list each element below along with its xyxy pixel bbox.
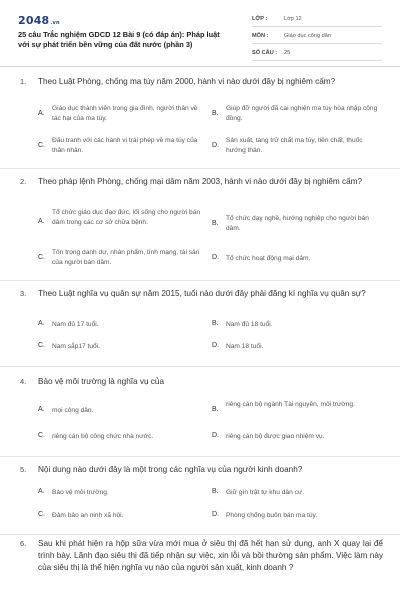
- option-text: Tổ chức hoạt động mại dâm.: [226, 255, 311, 262]
- question-number: 5.: [20, 465, 27, 474]
- option-letter: A.: [38, 488, 45, 495]
- logo-text: 2048: [18, 14, 50, 27]
- option-letter: D.: [212, 342, 219, 349]
- meta-subject-value: Giáo dục công dân: [284, 33, 331, 39]
- question-text: Theo Luật nghĩa vụ quân sự năm 2015, tuổi nào dưới đây phải đăng kí nghĩa vụ quân sự?: [38, 289, 366, 298]
- question-divider: [0, 456, 400, 457]
- option-text: Nam đủ 17 tuổi.: [52, 321, 99, 328]
- option-text: Nam 18 tuổi.: [226, 343, 264, 350]
- option-text: Giúp đỡ người đã cai nghiện ma túy hòa nhập cộng đồng.: [226, 105, 378, 122]
- meta-count-row: [252, 46, 382, 61]
- question-text: Theo pháp lệnh Phòng, chống mại dâm năm 2003, hành vi nào dưới đây bị nghiêm cấm?: [38, 177, 363, 186]
- option-letter: C.: [38, 432, 45, 439]
- option-text: Tổ chức giáo dục đạo đức, lối sống cho người bán dâm trong các cơ sở chữa bệnh.: [52, 209, 201, 226]
- option-letter: D.: [212, 142, 219, 149]
- question-text: Sau khi phát hiện ra hộp sữa vừa mới mua ở siêu thị đã hết hạn sử dụng, anh X quay lại để trình bày. Lãnh đạo siêu thị đã tiếp nhận sự việc, xin lỗi và bồi thường sản phẩm. Việc làm này của siêu thị là thể hiện nghĩa vụ nào của người sản xuất, kinh doanh ?: [38, 539, 383, 572]
- meta-class-row: [252, 12, 382, 27]
- question-number: 4.: [20, 377, 27, 386]
- option-text: Nam đủ 18 tuổi.: [226, 321, 273, 328]
- option-text: Giữ gìn trật tự khu dân cư.: [226, 489, 305, 496]
- logo-suffix: .vn: [50, 20, 60, 26]
- option-text: Đấu tranh với các hành vi trái phép về ma túy của thân nhân.: [52, 137, 198, 154]
- option-letter: D.: [212, 511, 219, 518]
- question-divider: [0, 366, 400, 367]
- option-text: Nam sắp17 tuổi.: [52, 343, 101, 350]
- meta-class-label: LỚP :: [252, 16, 268, 22]
- option-text: mọi công dân.: [52, 407, 94, 414]
- question-divider: [0, 280, 400, 281]
- option-letter: B.: [212, 320, 219, 327]
- site-logo[interactable]: [18, 14, 60, 27]
- option-letter: B.: [212, 110, 219, 117]
- question-text: Theo Luật Phòng, chống ma túy năm 2000, hành vi nào dưới đây bị nghiêm cấm?: [38, 77, 336, 86]
- option-text: Bảo vệ môi trường.: [52, 489, 109, 496]
- document-header: [0, 0, 400, 62]
- question-number: 2.: [20, 177, 27, 186]
- question-number: 6.: [20, 539, 27, 548]
- meta-subject-label: MÔN :: [252, 33, 269, 39]
- question-text: Nội dung nào dưới đây là một trong các nghĩa vụ của người kinh doanh?: [38, 465, 303, 474]
- option-letter: C.: [38, 511, 45, 518]
- option-letter: D.: [212, 432, 219, 439]
- document-meta: [252, 12, 382, 63]
- option-letter: A.: [38, 110, 45, 117]
- option-letter: A.: [38, 406, 45, 413]
- option-text: riêng cán bộ ngành Tài nguyên, môi trường.: [226, 401, 355, 408]
- question-divider: [0, 168, 400, 169]
- option-text: Tổ chức dạy nghề, hướng nghiệp cho người bán dâm.: [226, 215, 369, 232]
- option-letter: B.: [212, 220, 219, 227]
- option-letter: A.: [38, 218, 45, 225]
- meta-subject-row: [252, 29, 382, 44]
- option-letter: C.: [38, 254, 45, 261]
- option-letter: D.: [212, 254, 219, 261]
- option-text: riêng cán bộ công chức nhà nước.: [52, 433, 154, 440]
- option-letter: B.: [212, 406, 219, 413]
- option-text: Giáo dục thành viên trong gia đình, người thân về tác hại của ma túy.: [52, 105, 198, 122]
- option-text: Sản xuất, tàng trữ chất ma túy, tiền chất, thuốc hướng thần.: [226, 137, 363, 154]
- question-text: Bảo vệ môi trường là nghĩa vụ của: [38, 377, 164, 386]
- meta-class-value: Lớp 12: [284, 16, 302, 22]
- option-letter: B.: [212, 488, 219, 495]
- meta-count-value: 25: [284, 50, 291, 56]
- question-number: 3.: [20, 289, 27, 298]
- option-letter: A.: [38, 320, 45, 327]
- option-text: Tôn trọng danh dự, nhân phẩm, tính mạng, tài sản của người bán dâm.: [52, 249, 200, 266]
- option-text: Đảm bảo an ninh xã hội.: [52, 512, 124, 519]
- meta-count-label: SỐ CÂU :: [252, 50, 278, 56]
- document-title: 25 câu Trắc nghiệm GDCD 12 Bài 9 (có đáp án): Pháp luật với sự phát triển bền vững của đất nước (phần 3): [18, 30, 220, 49]
- question-divider: [0, 534, 400, 535]
- option-letter: C.: [38, 342, 45, 349]
- question-number: 1.: [20, 77, 27, 86]
- option-text: riêng cán bộ được giao nhiệm vụ.: [226, 433, 325, 440]
- option-text: Phòng chống buôn bán ma túy.: [226, 512, 318, 519]
- option-letter: C.: [38, 142, 45, 149]
- header-divider: [0, 66, 400, 67]
